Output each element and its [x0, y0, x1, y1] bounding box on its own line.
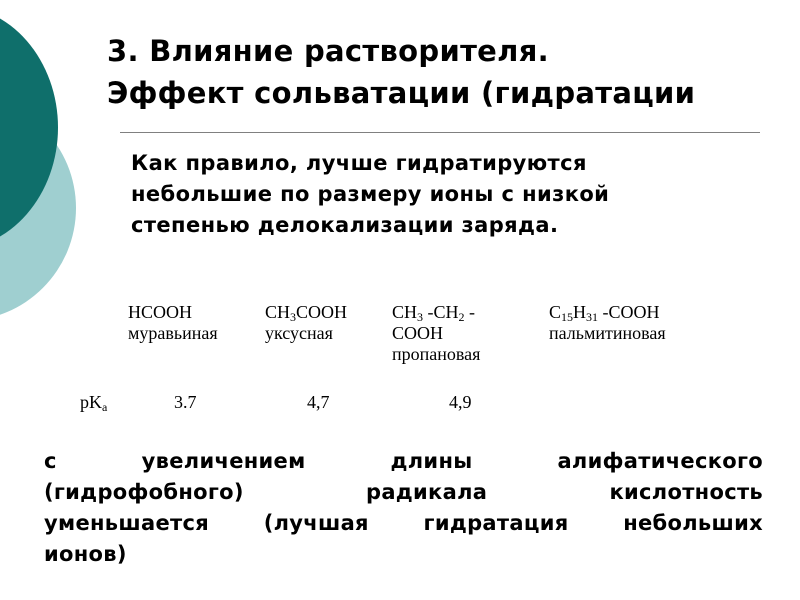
formula-subscript: 31 [586, 310, 599, 324]
conclusion-word: (лучшая [263, 511, 369, 535]
conclusion-line-3 [44, 508, 763, 539]
intro-text [131, 148, 741, 241]
formula-text: - [464, 302, 476, 322]
intro-line: небольшие по размеру ионы с низкой [131, 182, 610, 206]
acid-formula [128, 302, 218, 323]
formula-text: H [573, 302, 587, 322]
conclusion-word: кислотность [609, 480, 763, 504]
acid-palmitic [549, 302, 666, 344]
acid-propanoic [392, 302, 480, 365]
acid-formula [549, 302, 666, 323]
acid-formula [265, 302, 347, 323]
conclusion-word: уменьшается [44, 511, 210, 535]
conclusion-word: гидратация [423, 511, 569, 535]
formula-subscript: 3 [290, 310, 297, 324]
formula-text: -CH [423, 302, 459, 322]
slide-title [107, 30, 695, 114]
pka-label-subscript: a [102, 400, 108, 414]
conclusion-word: с [44, 449, 57, 473]
acid-acetic [265, 302, 347, 344]
title-line-1: 3. Влияние растворителя. [107, 34, 549, 68]
pka-label [80, 392, 107, 413]
formula-text: -COOH [598, 302, 660, 322]
intro-line: Как правило, лучше гидратируются [131, 151, 587, 175]
conclusion-word: увеличением [141, 449, 306, 473]
conclusion-word: длины [390, 449, 473, 473]
acid-formula-line2: COOH [392, 323, 444, 343]
conclusion-line-2 [44, 477, 763, 508]
pka-value-formic: 3.7 [174, 392, 197, 412]
intro-line: степенью делокализации заряда. [131, 213, 559, 237]
title-line-2: Эффект сольватации (гидратации [107, 76, 696, 110]
acid-name: пальмитиновая [549, 323, 666, 343]
acid-name: муравьиная [128, 323, 218, 343]
acid-formic [128, 302, 218, 344]
conclusion-line-4: ионов) [44, 542, 127, 566]
formula-subscript: 2 [458, 310, 465, 324]
conclusion-word: радикала [365, 480, 488, 504]
formula-subscript: 3 [417, 310, 424, 324]
conclusion-word: небольших [623, 511, 763, 535]
formula-text: CH [392, 302, 418, 322]
formula-text: HCOOH [128, 302, 193, 322]
formula-text: C [549, 302, 562, 322]
acid-name: уксусная [265, 323, 333, 343]
pka-label-text: pK [80, 392, 102, 412]
pka-value-propanoic: 4,9 [449, 392, 472, 412]
formula-text: COOH [296, 302, 348, 322]
formula-text: CH [265, 302, 291, 322]
conclusion-text [44, 446, 763, 570]
formula-subscript: 15 [561, 310, 574, 324]
conclusion-line-1 [44, 446, 763, 477]
acid-formula [392, 302, 480, 323]
conclusion-word: (гидрофобного) [44, 480, 244, 504]
conclusion-word: алифатического [557, 449, 763, 473]
acid-name: пропановая [392, 344, 481, 364]
pka-value-acetic: 4,7 [307, 392, 330, 412]
title-divider [120, 132, 760, 133]
